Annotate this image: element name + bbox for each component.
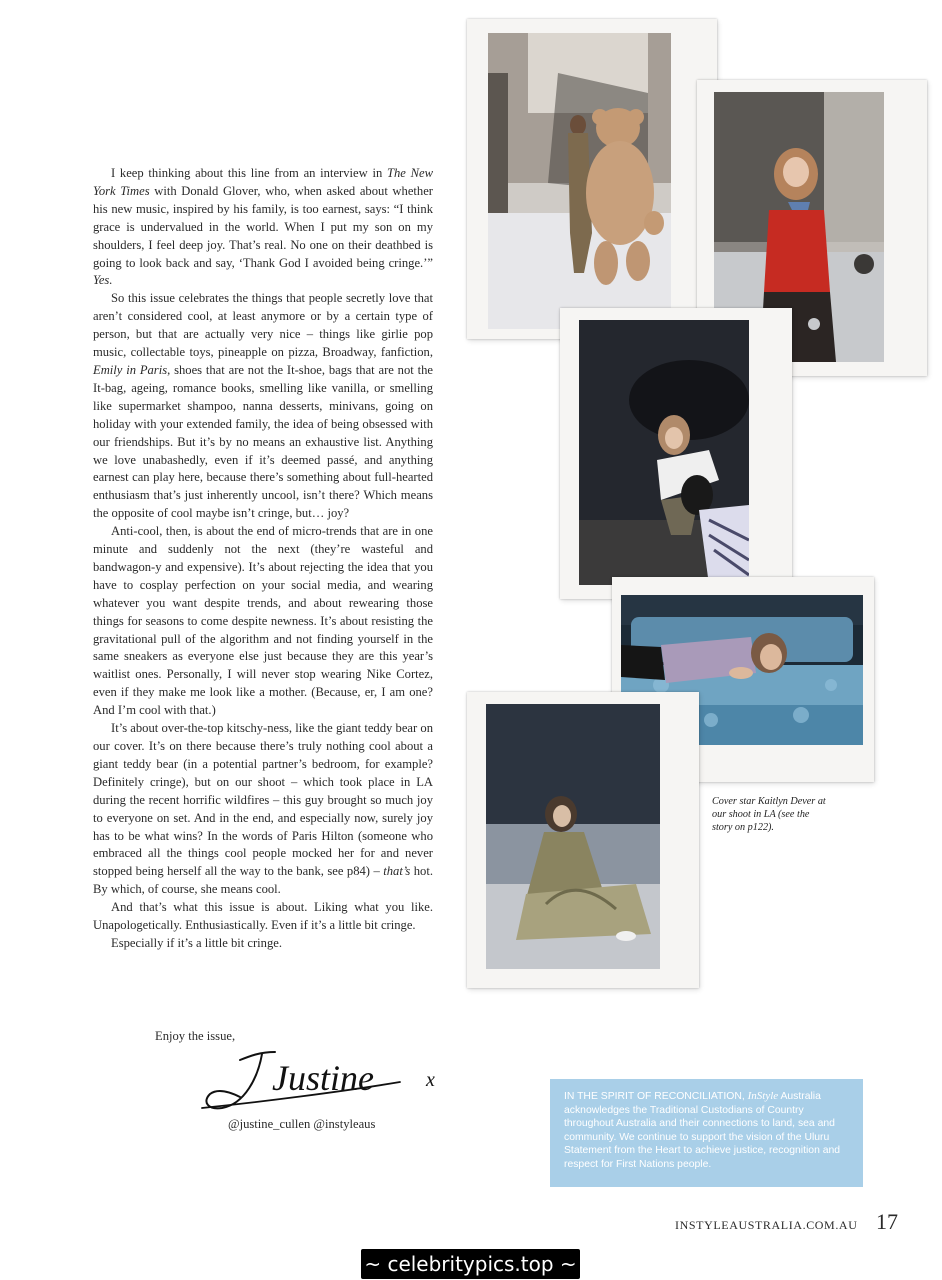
social-handles: @justine_cullen @instyleaus: [228, 1117, 376, 1131]
article-paragraph: [93, 720, 433, 899]
acknowledgement-box: [550, 1079, 863, 1187]
text-run: It’s about over-the-top kitschy-ness, like the giant teddy bear on our cover. It’s on there because there’s truly nothing cool about a giant teddy bear (in a potential partner’s bedroom, for example? Definitely cringe), but on our shoot – which took place in LA during the recent horrific wildfires – this guy brought so much joy to everyone on set. And in the end, and especially now, surely joy has to be what wins? In the words of Paris Hilton (someone who embraced all the things cool people mocked her for and never stopped being herself all the way to the bank, see p84) –: [93, 721, 433, 879]
photo-green-dress: [486, 704, 660, 969]
signature: [200, 1042, 450, 1120]
italic-run: Yes.: [93, 273, 113, 288]
acknowledgement-brand: InStyle: [747, 1090, 779, 1102]
text-run: I keep thinking about this line from an interview in: [111, 166, 387, 180]
italic-run: Emily in Paris: [93, 362, 168, 377]
photo-caption: Cover star Kaitlyn Dever at our shoot in LA (see the story on p122).: [712, 796, 826, 834]
article-paragraph: [93, 290, 433, 523]
sign-off-greeting: Enjoy the issue,: [155, 1029, 236, 1043]
website-url[interactable]: INSTYLEAUSTRALIA.COM.AU: [675, 1218, 858, 1232]
polaroid-teddy-bear: [467, 19, 717, 339]
text-run: , shoes that are not the It-shoe, bags that are not the It-bag, ageing, romance books, smelling like vanilla, or smelling like supermarket shampoo, nanna desserts, minivans, going on holiday with your extended family, the idea of being obsessed with our friendships. But it’s by no means an exhaustive list. Anything we love unabashedly, even if it’s deemed passé, and anything earnest can play here, because there’s something about full-hearted enthusiasm that’s just inherently uncool, isn’t there? Which means the opposite of cool maybe isn’t cringe, but… joy?: [93, 362, 433, 521]
signature-mark: x: [426, 1069, 435, 1091]
article-paragraph: [93, 165, 433, 290]
watermark: ~ celebritypics.top ~: [361, 1249, 580, 1279]
article-body: [93, 165, 433, 953]
text-run: Anti-cool, then, is about the end of micro-trends that are in one minute and suddenly not the next (they’re wasteful and bandwagon-y and expensive). It’s about rejecting the idea that you have to cosplay perfection on your social media, and wearing whatever you want despite trends, and about rewearing those things for seasons to come despite newness. It’s about resisting the gravitational pull of the algorithm and not finding yourself in the same sneakers as everyone else just because they are this year’s waitlist ones. Personally, I will never stop wearing Nike Cortez, even if they make me look like a mother. (Because, er, I am one? And I’m cool with that.): [93, 524, 433, 718]
text-run: So this issue celebrates the things that people secretly love that aren’t considered cool, at least anymore or by a certain type of person, but that are actually very nice – things like girlie pop music, collectable toys, pineapple on pizza, Broadway, fanfiction,: [93, 291, 433, 360]
photo-teddy-bear: [488, 33, 671, 329]
italic-run: that’s: [383, 864, 411, 879]
page-number: 17: [876, 1209, 898, 1234]
article-paragraph: [93, 523, 433, 720]
photo-sofa-pair: [579, 320, 749, 585]
text-run: Especially if it’s a little bit cringe.: [111, 935, 283, 950]
text-run: And that’s what this issue is about. Liking what you like. Unapologetically. Enthusiastically. Even if it’s a little bit cringe.: [93, 900, 433, 933]
polaroid-green-dress: [467, 692, 699, 988]
signature-name: Justine: [272, 1058, 374, 1098]
article-paragraph: [93, 935, 433, 953]
acknowledgement-lead: IN THE SPIRIT OF RECONCILIATION,: [564, 1091, 745, 1102]
acknowledgement-body: Australia acknowledges the Traditional Custodians of Country throughout Australia and their connections to land, sea and community. We continue to support the vision of the Uluru Statement from the Heart to achieve justice, recognition and respect for First Nations people.: [564, 1091, 841, 1170]
article-paragraph: [93, 899, 433, 935]
text-run: with Donald Glover, who, when asked about whether his new music, inspired by his family, is too earnest, says: “I think grace is undervalued in the world. When I put my son on my shoulders, I feel deep joy. That’s real. No one on their deathbed is going to look back and say, ‘Thank God I avoided being cringe.’”: [93, 183, 433, 270]
italic-run: The New York Times: [93, 166, 433, 198]
polaroid-sofa-pair: [560, 308, 792, 599]
text-run: hot. By which, of course, she means cool.: [93, 864, 434, 897]
